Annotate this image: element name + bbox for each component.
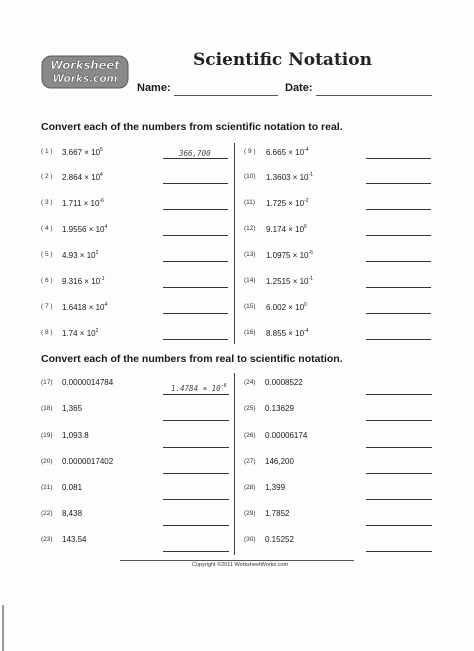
problem-number: (26) — [244, 432, 256, 439]
scan-edge-mark — [2, 605, 4, 651]
answer-line[interactable] — [163, 261, 228, 262]
answer-line[interactable] — [366, 158, 431, 159]
exponent: 4 — [104, 224, 108, 230]
mantissa: 1.711 × 10 — [62, 199, 100, 208]
problem-row — [244, 275, 434, 287]
page-title: Scientific Notation — [193, 50, 372, 70]
answer-line[interactable] — [163, 499, 229, 500]
answer-line[interactable] — [366, 313, 431, 314]
problem-row — [41, 146, 231, 158]
exponent: 5 — [100, 147, 103, 153]
problem-row — [41, 403, 231, 415]
mantissa: 9.316 × 10 — [62, 277, 101, 286]
exponent: -1 — [100, 276, 105, 282]
problem-value: 0.0000017402 — [62, 457, 114, 466]
answer-line[interactable] — [163, 473, 229, 474]
problem-number: (28) — [244, 484, 256, 491]
problem-number: (25) — [244, 405, 256, 412]
problem-number: (24) — [244, 379, 256, 386]
problem-number: (19) — [41, 432, 53, 439]
problem-value: 0.00006174 — [265, 431, 308, 440]
svg-text:Worksheet: Worksheet — [50, 58, 120, 72]
exponent: 4 — [104, 302, 108, 308]
name-field[interactable] — [174, 95, 278, 96]
section2-column-divider — [234, 373, 235, 555]
problem-row — [41, 301, 231, 313]
exponent: -4 — [304, 147, 309, 153]
problem-number: (23) — [41, 536, 53, 543]
problem-expression — [266, 250, 313, 260]
problem-number: (13) — [244, 251, 256, 258]
problem-number: ( 1 ) — [41, 148, 53, 155]
problem-row — [244, 249, 434, 261]
problem-number: (22) — [41, 510, 53, 517]
problem-number: (17) — [41, 379, 53, 386]
exponent: 6 — [304, 224, 307, 230]
problem-expression — [62, 276, 105, 286]
problem-row — [41, 327, 231, 339]
problem-row — [244, 377, 434, 389]
problem-number: (16) — [244, 329, 256, 336]
answer-line[interactable] — [163, 420, 229, 421]
answer-line[interactable] — [366, 499, 432, 500]
exponent: -2 — [304, 198, 309, 204]
problem-expression — [266, 147, 309, 157]
handwritten-answer — [171, 383, 227, 393]
answer-line[interactable] — [366, 287, 431, 288]
problem-value: 146,200 — [265, 457, 294, 466]
exponent: -6 — [99, 198, 104, 204]
handwritten-answer: 366,700 — [179, 149, 211, 158]
problem-row — [41, 482, 231, 494]
problem-expression — [62, 198, 104, 208]
problem-number: ( 2 ) — [41, 173, 53, 180]
answer-line[interactable] — [366, 420, 432, 421]
problem-number: (20) — [41, 458, 53, 465]
problem-row — [244, 456, 434, 468]
problem-value: 0.13629 — [265, 404, 294, 413]
problem-number: (18) — [41, 405, 53, 412]
exponent: -1 — [308, 172, 313, 178]
problem-expression — [62, 302, 107, 312]
problem-value: 1,093.8 — [62, 431, 89, 440]
problem-number: (10) — [244, 173, 256, 180]
problem-row — [41, 223, 231, 235]
worksheetworks-logo — [40, 54, 132, 90]
problem-row — [41, 171, 231, 183]
exponent: 0 — [304, 302, 307, 308]
answer-line[interactable] — [366, 525, 432, 526]
problem-value: 1,399 — [265, 483, 286, 492]
problem-row — [244, 508, 434, 520]
exponent: 4 — [100, 172, 103, 178]
mantissa: 6.665 × 10 — [266, 148, 305, 157]
problem-number: (29) — [244, 510, 256, 517]
exponent: -6 — [308, 250, 313, 256]
answer-line[interactable] — [163, 287, 228, 288]
problem-row — [244, 223, 434, 235]
answer-exponent: -6 — [220, 383, 227, 389]
mantissa: 1.0975 × 10 — [266, 251, 309, 260]
problem-number: (12) — [244, 225, 256, 232]
problem-number: ( 7 ) — [41, 303, 53, 310]
problem-row — [244, 482, 434, 494]
section2-title: Convert each of the numbers from real to scientific notation. — [41, 353, 343, 365]
problem-expression — [62, 224, 107, 234]
problem-expression — [266, 302, 307, 312]
problem-row — [41, 456, 231, 468]
answer-line[interactable] — [163, 235, 228, 236]
mantissa: 1.9556 × 10 — [62, 225, 105, 234]
svg-text:Works.com: Works.com — [52, 73, 118, 85]
problem-expression — [266, 276, 313, 286]
exponent: 2 — [95, 250, 99, 256]
exponent: -1 — [308, 276, 313, 282]
mantissa: 1.3603 × 10 — [266, 173, 309, 182]
problem-number: (14) — [244, 277, 256, 284]
answer-line[interactable] — [366, 261, 431, 262]
problem-number: ( 6 ) — [41, 277, 53, 284]
problem-value: 0.081 — [62, 483, 83, 492]
mantissa: 1.2515 × 10 — [266, 277, 309, 286]
answer-line[interactable] — [366, 209, 431, 210]
mantissa: 6.002 × 10 — [266, 303, 305, 312]
problem-row — [41, 249, 231, 261]
date-label: Date: — [285, 82, 313, 94]
problem-row — [244, 430, 434, 442]
problem-value: 0.15252 — [265, 535, 294, 544]
problem-number: (11) — [244, 199, 256, 206]
answer-line[interactable] — [163, 158, 228, 159]
problem-number: ( 8 ) — [41, 329, 53, 336]
answer-line[interactable] — [366, 394, 432, 395]
answer-line[interactable] — [163, 339, 228, 340]
problem-value: 1.7852 — [265, 509, 290, 518]
problem-number: ( 5 ) — [41, 251, 53, 258]
answer-line[interactable] — [163, 183, 228, 184]
problem-row — [244, 327, 434, 339]
problem-expression — [266, 172, 313, 182]
answer-line[interactable] — [366, 551, 432, 552]
answer-line[interactable] — [366, 183, 431, 184]
problem-row — [41, 430, 231, 442]
problem-value: 143.54 — [62, 535, 87, 544]
copyright-text: Copyright ©2011 WorksheetWorks.com — [192, 562, 289, 568]
section1-title: Convert each of the numbers from scientific notation to real. — [41, 121, 343, 133]
problem-number: ( 9 ) — [244, 148, 256, 155]
problem-expression — [62, 250, 98, 260]
mantissa: 3.667 × 10 — [62, 148, 101, 157]
mantissa: 1.6418 × 10 — [62, 303, 105, 312]
answer-line[interactable] — [366, 447, 432, 448]
answer-line[interactable] — [366, 473, 432, 474]
problem-expression — [62, 147, 103, 157]
problem-expression — [62, 328, 98, 338]
answer-line[interactable] — [163, 525, 229, 526]
footer-divider — [120, 560, 354, 561]
problem-row — [244, 301, 434, 313]
problem-number: (27) — [244, 458, 256, 465]
mantissa: 8.855 × 10 — [266, 329, 305, 338]
problem-expression — [266, 224, 307, 234]
answer-line[interactable] — [366, 339, 431, 340]
problem-row — [41, 197, 231, 209]
answer-line[interactable] — [163, 551, 229, 552]
problem-row — [41, 508, 231, 520]
answer-line[interactable] — [163, 447, 229, 448]
problem-number: (21) — [41, 484, 53, 491]
answer-line[interactable] — [366, 235, 431, 236]
problem-value: 0.0008522 — [265, 378, 303, 387]
answer-line[interactable] — [163, 394, 229, 395]
problem-number: (15) — [244, 303, 256, 310]
mantissa: 4.93 × 10 — [62, 251, 96, 260]
problem-row — [41, 275, 231, 287]
problem-number: (30) — [244, 536, 256, 543]
problem-value: 1,365 — [62, 404, 83, 413]
problem-expression — [266, 328, 309, 338]
mantissa: 1.74 × 10 — [62, 329, 96, 338]
problem-expression — [266, 198, 309, 208]
problem-expression — [62, 172, 103, 182]
mantissa: 1.725 × 10 — [266, 199, 305, 208]
name-label: Name: — [137, 82, 171, 94]
mantissa: 2.864 × 10 — [62, 173, 101, 182]
exponent: -4 — [304, 328, 309, 334]
problem-row — [41, 534, 231, 546]
answer-line[interactable] — [163, 313, 228, 314]
problem-row — [244, 534, 434, 546]
problem-row — [244, 171, 434, 183]
section1-column-divider — [234, 143, 235, 344]
date-field[interactable] — [316, 95, 432, 96]
problem-value: 0.0000014784 — [62, 378, 114, 387]
problem-row — [244, 146, 434, 158]
exponent: 2 — [95, 328, 99, 334]
mantissa: 9.174 × 10 — [266, 225, 305, 234]
problem-row — [41, 377, 231, 393]
problem-number: ( 3 ) — [41, 199, 53, 206]
problem-row — [244, 403, 434, 415]
problem-value: 8,438 — [62, 509, 83, 518]
answer-line[interactable] — [163, 209, 228, 210]
problem-row — [244, 197, 434, 209]
problem-number: ( 4 ) — [41, 225, 53, 232]
answer-mantissa: 1.4784 × 10 — [171, 384, 221, 393]
